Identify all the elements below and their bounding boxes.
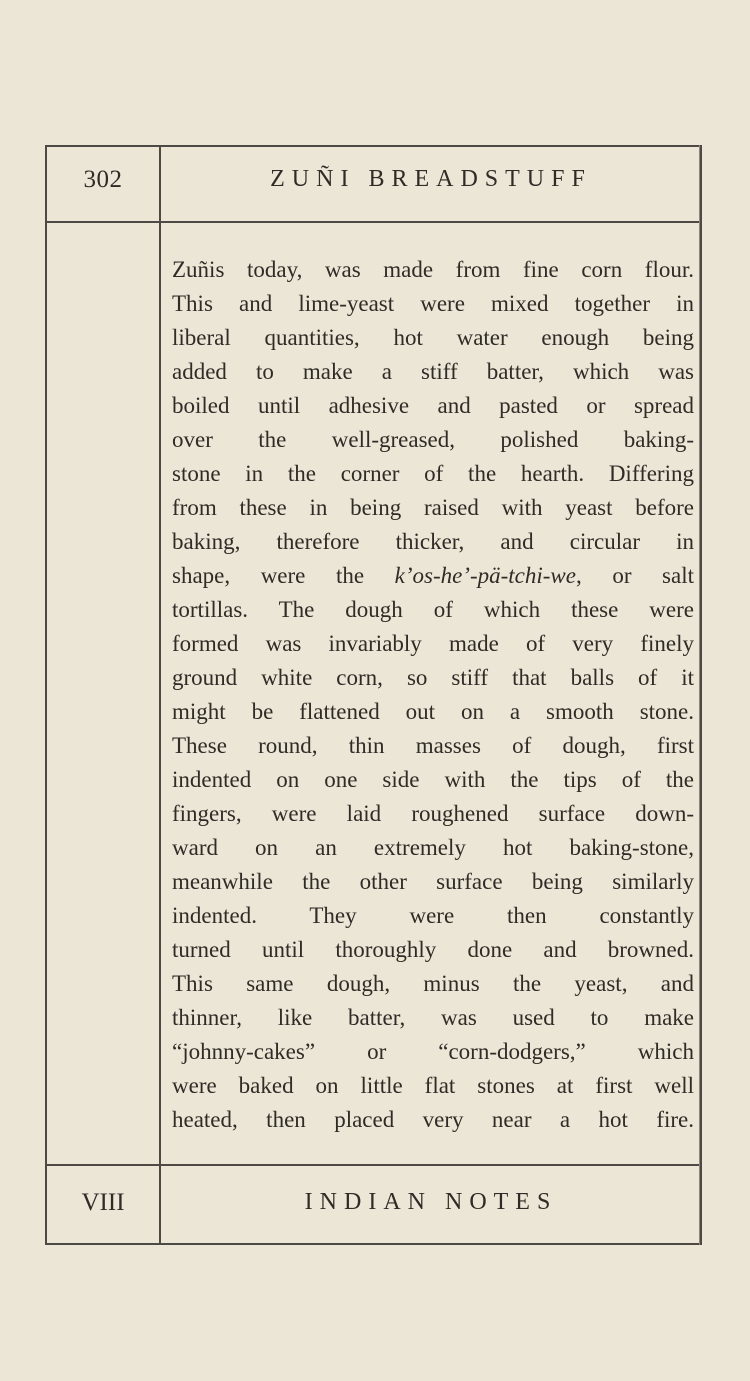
text-line: from these in being raised with yeast before	[172, 495, 694, 520]
text-line: meanwhile the other surface being similarly	[172, 869, 694, 894]
text-line: formed was invariably made of very finely	[172, 631, 694, 656]
line-suffix: , or salt	[576, 563, 694, 588]
text-line: thinner, like batter, was used to make	[172, 1005, 694, 1030]
text-line: baking, therefore thicker, and circular in	[172, 529, 694, 554]
text-line: might be flattened out on a smooth stone.	[172, 699, 694, 724]
volume-number: VIII	[81, 1189, 125, 1216]
text-line: These round, thin masses of dough, first	[172, 733, 694, 758]
header-divider	[45, 221, 702, 223]
text-line: fingers, were laid roughened surface down-	[172, 801, 694, 826]
text-line: liberal quantities, hot water enough being	[172, 325, 694, 350]
page-number: 302	[83, 166, 123, 193]
italic-term: k’os-he’-pä-tchi-we	[394, 563, 576, 588]
series-title: INDIAN NOTES	[304, 1189, 558, 1215]
text-line: indented. They were then constantly	[172, 903, 694, 928]
text-line: boiled until adhesive and pasted or spread	[172, 393, 694, 418]
text-line: turned until thoroughly done and browned.	[172, 937, 694, 962]
line-prefix: shape, were the	[172, 563, 395, 588]
main-text	[172, 253, 694, 1137]
text-line-with-italic	[172, 559, 694, 593]
text-line: Zuñis today, was made from fine corn flour.	[172, 257, 694, 282]
text-line: were baked on little flat stones at first well	[172, 1073, 694, 1098]
text-line: This same dough, minus the yeast, and	[172, 971, 694, 996]
text-line: over the well-greased, polished baking-	[172, 427, 694, 452]
text-line: stone in the corner of the hearth. Differing	[172, 461, 694, 486]
margin-divider	[159, 145, 161, 1245]
text-line: heated, then placed very near a hot fire.	[172, 1107, 694, 1132]
text-line: ward on an extremely hot baking-stone,	[172, 835, 694, 860]
text-line: “johnny-cakes” or “corn-dodgers,” which	[172, 1039, 694, 1064]
text-line: indented on one side with the tips of the	[172, 767, 694, 792]
text-line: ground white corn, so stiff that balls of it	[172, 665, 694, 690]
text-line: tortillas. The dough of which these were	[172, 597, 694, 622]
footer-divider	[45, 1164, 702, 1166]
text-line: added to make a stiff batter, which was	[172, 359, 694, 384]
running-head: ZUÑI BREADSTUFF	[270, 166, 592, 192]
text-line: This and lime-yeast were mixed together in	[172, 291, 694, 316]
right-border-inner	[699, 145, 700, 1245]
